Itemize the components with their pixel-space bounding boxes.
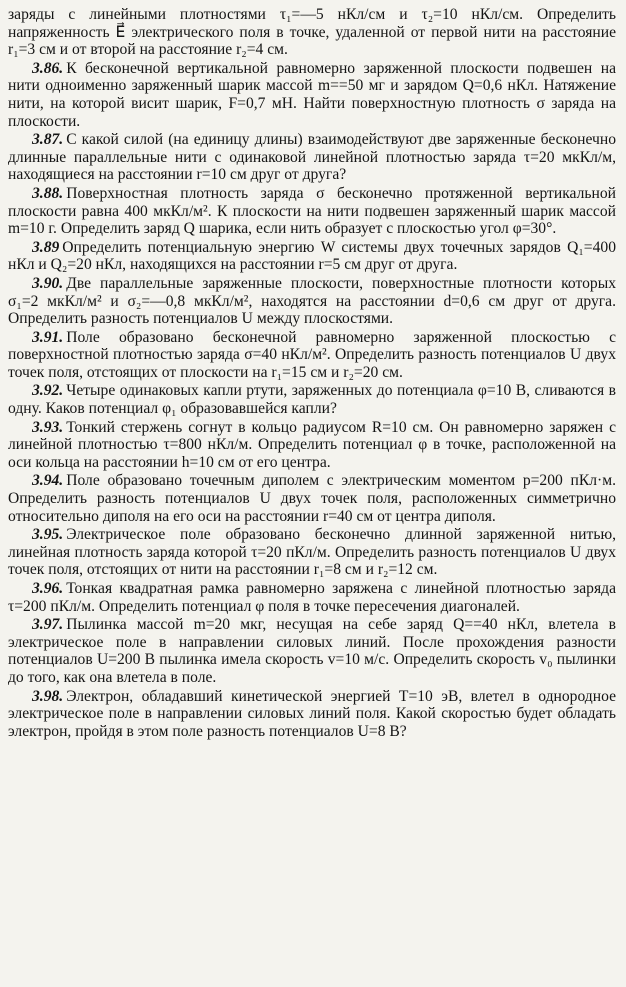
problem-3-86 — [8, 60, 616, 130]
problem-number: 3.93. — [32, 418, 64, 436]
problem-3-89 — [8, 239, 616, 274]
problem-3-91 — [8, 329, 616, 382]
problem-number: 3.98. — [32, 687, 64, 705]
problem-3-92 — [8, 382, 616, 417]
problem-number: 3.97. — [32, 616, 64, 634]
problem-text: Электрон, обладавший кинетической энергией T=10 эВ, влетел в однородное электрическое поле в направлении силовых линий поля. Какой скоростью будет обладать электрон, пройдя в этом поле разность потенциалов U=8 В? — [8, 687, 616, 740]
problem-text: Поле образовано точечным диполем с электрическим моментом p=200 пКл·м. Определить разность потенциалов U двух точек поля, расположенных симметрично относительно диполя на его оси на расстоянии r=40 см от центра диполя. — [8, 472, 616, 525]
problem-text: С какой силой (на единицу длины) взаимодействуют две заряженные бесконечно длинные параллельные нити с одинаковой линейной плотностью заряда τ=20 мкКл/м, находящиеся на расстоянии r=10 см друг от друга? — [8, 131, 616, 184]
problem-text: Пылинка массой m=20 мкг, несущая на себе заряд Q==40 нКл, влетела в электрическое поле в направлении силовых линий. После прохождения разности потенциалов U=200 В пылинка имела скорость v=10 м/с. Определить скорость v₀ пылинки до того, как она влетела в поле. — [8, 616, 616, 686]
problem-3-95 — [8, 526, 616, 579]
problem-text: Тонкий стержень согнут в кольцо радиусом R=10 см. Он равномерно заряжен с линейной плотностью τ=800 нКл/м. Определить потенциал φ в точке, расположенной на оси кольца на расстоянии h=10 см от его центра. — [8, 418, 616, 471]
problem-3-96 — [8, 580, 616, 615]
problem-text: Две параллельные заряженные плоскости, поверхностные плотности которых σ₁=2 мкКл/м² и σ₂=—0,8 мкКл/м², находятся на расстоянии d=0,6 см друг от друга. Определить разность потенциалов U между плоскостями. — [8, 274, 616, 328]
problem-text: Четыре одинаковых капли ртути, заряженных до потенциала φ=10 В, сливаются в одну. Каков потенциал φ₁ образовавшейся капли? — [8, 382, 616, 418]
continued-question: Определить напряженность E⃗ электрического поля в точке, удаленной от первой нити на расстояние r₁=3 см и от второй на расстояние r₂=4 см. — [8, 6, 617, 59]
problem-number: 3.89 — [32, 238, 60, 256]
problem-3-93 — [8, 419, 616, 472]
problem-text: Тонкая квадратная рамка равномерно заряжена с линейной плотностью заряда τ=200 пКл/м. Определить потенциал φ поля в точке пересечения диагоналей. — [8, 580, 616, 615]
problem-3-88 — [8, 185, 616, 238]
continued-problem-text — [8, 6, 616, 59]
problem-number: 3.86. — [32, 59, 64, 77]
problem-3-94 — [8, 472, 616, 525]
problem-3-98 — [8, 688, 616, 741]
problem-text: К бесконечной вертикальной равномерно заряженной плоскости подвешен на нити одноименно заряженный шарик массой m==50 мг и зарядом Q=0,6 нКл. Натяжение нити, на которой висит шарик, F=0,7 мН. Найти поверхностную плотность σ заряда на плоскости. — [8, 59, 616, 130]
problem-number: 3.94. — [32, 472, 64, 490]
problem-text: Поле образовано бесконечной равномерно заряженной плоскостью с поверхностной плотностью заряда σ=40 нКл/м². Определить разность потенциалов U двух точек поля, отстоящих от плоскости на r₁=15 см и r₂=20 см. — [8, 328, 616, 381]
problem-number: 3.92. — [32, 382, 64, 400]
continued-first-line: заряды с линейными плотностями τ₁=—5 нКл/см и τ₂=10 нКл/см. — [8, 6, 524, 23]
problem-3-87 — [8, 131, 616, 184]
problem-text: Поверхностная плотность заряда σ бесконечно протяженной вертикальной плоскости равна 400 мкКл/м². К плоскости на нити подвешен заряженный шарик массой m=10 г. Определить заряд Q шарика, если нить образует с плоскостью угол φ=30°. — [8, 184, 616, 238]
problem-text: Электрическое поле образовано бесконечно длинной заряженной нитью, линейная плотность заряда которой τ=20 пКл/м. Определить разность потенциалов U двух точек поля, отстоящих от нити на расстоянии r₁=8 см и r₂=12 см. — [8, 526, 616, 579]
problem-number: 3.91. — [32, 328, 64, 346]
problem-number: 3.96. — [32, 580, 64, 597]
problem-number: 3.95. — [32, 526, 64, 544]
problem-3-97 — [8, 616, 616, 686]
problem-number: 3.88. — [32, 184, 64, 202]
problem-3-90 — [8, 275, 616, 328]
problem-number: 3.87. — [32, 131, 64, 149]
problem-text: Определить потенциальную энергию W системы двух точечных зарядов Q₁=400 нКл и Q₂=20 нКл, находящихся на расстоянии r=5 см друг от друга. — [8, 238, 616, 274]
problem-number: 3.90. — [32, 274, 64, 292]
